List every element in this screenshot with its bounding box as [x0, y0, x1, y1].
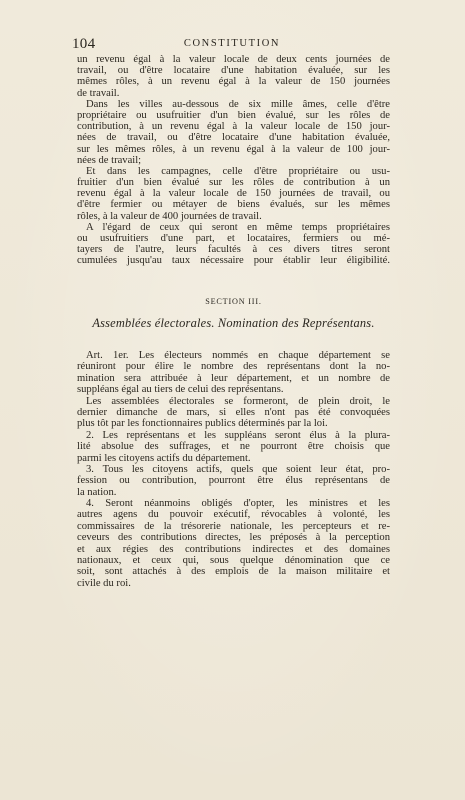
article-line: plus tôt par les fonctionnaires publics déterminés par la loi.: [77, 418, 328, 430]
text-line: d'être fermier ou métayer de biens évalués, sur les mêmes: [77, 199, 390, 211]
text-line: nées de travail;: [77, 154, 142, 166]
article-line: ceveurs des contributions directes, les préposés à la perception: [77, 532, 390, 544]
text-line: mêmes rôles, à un revenu égal à la valeur de 150 journées: [77, 76, 390, 88]
text-line: Dans les villes au-dessous de six mille âmes, celle d'être: [86, 98, 390, 110]
article-line: nationaux, et ceux qui, sous quelque dénomination que ce: [77, 555, 390, 567]
text-line: Et dans les campagnes, celle d'être propriétaire ou usu-: [86, 165, 390, 177]
article-line: Art. 1er. Les électeurs nommés en chaque département se: [86, 350, 390, 361]
article-line: 2. Les représentans et les suppléans seront élus à la plura-: [86, 429, 390, 441]
article-line: 3. Tous les citoyens actifs, quels que soient leur état, pro-: [86, 463, 390, 475]
section-heading: SECTION III.: [205, 297, 262, 306]
text-line: travail, ou d'être locataire d'une habitation évaluée, sur les: [77, 65, 390, 77]
article-line: Les assemblées électorales se formeront, de plein droit, le: [86, 395, 390, 407]
text-line: revenu égal à la valeur locale de 150 journées de travail, ou: [77, 188, 390, 200]
text-line: cumulées jusqu'au taux nécessaire pour établir leur éligibilité.: [77, 255, 390, 267]
text-line: propriétaire ou usufruitier d'un bien évalué, sur les rôles de: [77, 109, 390, 121]
article-list: [77, 350, 390, 589]
article-line: commissaires de la trésorerie nationale, les percepteurs et re-: [77, 520, 390, 532]
page-number: 104: [72, 36, 96, 52]
article-line: la nation.: [77, 486, 117, 498]
body-paragraphs: [77, 54, 390, 267]
article-line: civile du roi.: [77, 577, 131, 589]
running-title: CONSTITUTION: [183, 38, 281, 49]
article-line: suppléans égal au tiers de celui des représentans.: [77, 384, 284, 396]
article-line: soit, sont attachés à des emplois de la maison militaire et: [77, 566, 390, 578]
article-line: lité absolue des suffrages, et ne pourront être choisis que: [77, 441, 390, 453]
text-line: rôles, à la valeur de 400 journées de travail.: [77, 210, 262, 222]
text-line: de travail.: [77, 87, 120, 99]
article-line: mination sera attribuée à leur département, et un nombre de: [77, 372, 390, 384]
article-line: fession ou contribution, pourront être élus représentans de: [77, 475, 390, 487]
text-line: A l'égard de ceux qui seront en même temps propriétaires: [86, 221, 390, 233]
article-line: réuniront pour élire le nombre des représentans dont la no-: [77, 361, 390, 373]
section-title: Assemblées électorales. Nomination des Représentans.: [92, 316, 375, 330]
article-line: autres agens du pouvoir exécutif, révocables à volonté, les: [77, 509, 390, 521]
text-line: nées de travail, ou d'être locataire d'une habitation évaluée,: [77, 132, 390, 144]
text-line: fruitier d'un bien évalué sur les rôles de contribution à un: [77, 177, 390, 189]
text-line: ou usufruitiers d'une part, et locataires, fermiers ou mé-: [77, 233, 390, 244]
article-line: et aux régies des contributions indirectes et des domaines: [77, 543, 390, 555]
article-line: 4. Seront néanmoins obligés d'opter, les ministres et les: [86, 498, 390, 510]
text-line: un revenu égal à la valeur locale de deux cents journées de: [77, 54, 390, 65]
page-header: [72, 36, 392, 52]
text-line: contribution, à un revenu égal à la valeur locale de 150 jour-: [77, 121, 390, 133]
article-line: parmi les citoyens actifs du département.: [77, 452, 251, 464]
text-line: sur les mêmes rôles, à un revenu égal à la valeur de 100 jour-: [77, 143, 390, 155]
article-line: dernier dimanche de mars, si elles n'ont pas été convoquées: [77, 406, 390, 418]
text-line: tayers de l'autre, leurs facultés à ces divers titres seront: [77, 244, 390, 256]
